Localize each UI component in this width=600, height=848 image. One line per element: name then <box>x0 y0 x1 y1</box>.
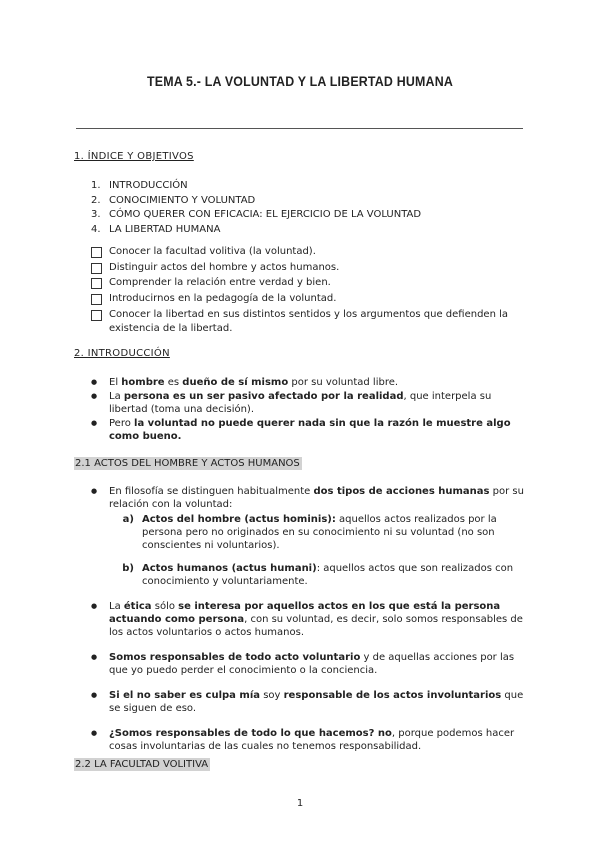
title-divider <box>76 128 523 129</box>
checkbox-icon <box>91 278 102 289</box>
bullet-item: ● La ética sólo se interesa por aquellos actos en los que está la persona actuando como persona, con su voluntad, es decir, solo somos responsables de los actos voluntarios o actos humanos. <box>91 600 531 639</box>
bullet-item: ● La persona es un ser pasivo afectado por la realidad, que interpela su libertad (toma una decisión). <box>91 390 531 416</box>
index-item: 4. LA LIBERTAD HUMANA <box>91 223 221 235</box>
index-item: 1. INTRODUCCIÓN <box>91 180 188 191</box>
section-heading-2-1: 2.1 ACTOS DEL HOMBRE Y ACTOS HUMANOS <box>75 458 300 469</box>
checkbox-icon <box>91 247 102 258</box>
sub-item: a) Actos del hombre (actus hominis): aquellos actos realizados por la persona pero no originados en su conocimiento ni su voluntad (no son conscientes ni voluntarios). <box>122 514 497 551</box>
intro-heading: 2. INTRODUCCIÓN <box>74 348 170 359</box>
intro-bullets <box>91 376 531 444</box>
objective-item: Conocer la libertad en sus distintos sentidos y los argumentos que defienden la existencia de la libertad. <box>91 308 531 336</box>
bullet-item: ● Somos responsables de todo acto voluntario y de aquellas acciones por las que yo puedo perder el conocimiento o la conciencia. <box>91 651 531 677</box>
objective-item: Introducirnos en la pedagogía de la voluntad. <box>91 292 531 306</box>
index-heading: 1. ÍNDICE Y OBJETIVOS <box>74 151 194 162</box>
checkbox-icon <box>91 294 102 305</box>
bullet-item: ● El hombre es dueño de sí mismo por su voluntad libre. <box>91 376 531 389</box>
checkbox-icon <box>91 310 102 321</box>
bullet-item: ● ¿Somos responsables de todo lo que hacemos? no, porque podemos hacer cosas involuntarias de las cuales no tenemos responsabilidad. <box>91 727 531 753</box>
acts-sublist <box>109 513 531 588</box>
bullet-item: ● Si el no saber es culpa mía soy responsable de los actos involuntarios que se siguen de eso. <box>91 689 531 715</box>
document-title: TEMA 5.- LA VOLUNTAD Y LA LIBERTAD HUMANA <box>146 74 454 89</box>
bullet-item: ● En filosofía se distinguen habitualmente dos tipos de acciones humanas por su relación con la voluntad: a) Actos del hombre (actus hominis): aquellos actos realizados por la persona pero no originados en su conocimiento ni su voluntad (no son conscientes ni voluntarios). b) Actos humanos (actus humani): aquellos actos que son realizados con conocimiento y voluntariamente. <box>91 485 531 588</box>
sub-item: b) Actos humanos (actus humani): aquellos actos que son realizados con conocimiento y voluntariamente. <box>122 563 514 587</box>
checkbox-icon <box>91 263 102 274</box>
bullet-item: ● Pero la voluntad no puede querer nada sin que la razón le muestre algo como bueno. <box>91 417 531 443</box>
page-number: 1 <box>296 798 304 809</box>
objective-item: Comprender la relación entre verdad y bien. <box>91 276 531 290</box>
section-heading-2-2: 2.2 LA FACULTAD VOLITIVA <box>75 759 209 770</box>
index-item: 3. CÓMO QUERER CON EFICACIA: EL EJERCICIO DE LA VOLUNTAD <box>91 209 422 220</box>
objective-item: Conocer la facultad volitiva (la voluntad). <box>91 245 531 259</box>
objectives-list <box>91 245 531 338</box>
index-list <box>91 179 421 237</box>
objective-item: Distinguir actos del hombre y actos humanos. <box>91 261 531 275</box>
index-item: 2. CONOCIMIENTO Y VOLUNTAD <box>91 194 256 206</box>
section-2-1-bullets <box>91 485 531 753</box>
